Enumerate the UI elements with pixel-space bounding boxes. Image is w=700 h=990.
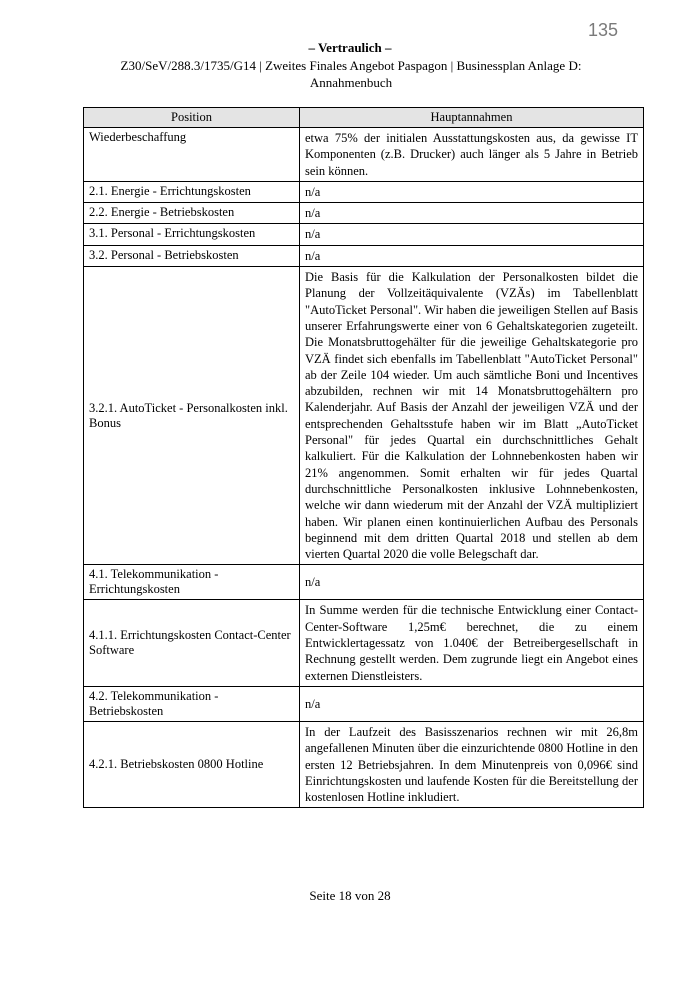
table-row — [84, 245, 644, 266]
column-header-position: Position — [84, 108, 300, 128]
assumption-cell: n/a — [300, 565, 644, 600]
page-number: 135 — [587, 20, 618, 40]
table-row — [84, 267, 644, 565]
table-row — [84, 721, 644, 807]
column-header-assumptions: Hauptannahmen — [300, 108, 644, 128]
document-reference: Z30/SeV/288.3/1735/G14 | Zweites Finales Angebot Paspagon | Businessplan Anlage D: Annahmenbuch — [120, 58, 582, 90]
table-row — [84, 686, 644, 721]
position-cell: Wiederbeschaffung — [84, 128, 300, 182]
assumption-cell: n/a — [300, 224, 644, 245]
table-row — [84, 565, 644, 600]
assumption-cell: In der Laufzeit des Basisszenarios rechnen wir mit 26,8m angefallenen Minuten über die einzurichtende 0800 Hotline in den ersten 12 Betriebsjahren. In dem Minutenpreis von 0,096€ sind Einrichtungskosten und laufende Kosten für die Bereitstellung der kostenlosen Hotline inkludiert. — [300, 721, 644, 807]
assumption-cell: n/a — [300, 686, 644, 721]
position-cell: 2.2. Energie - Betriebskosten — [84, 203, 300, 224]
position-cell: 3.2.1. AutoTicket - Personalkosten inkl. Bonus — [84, 267, 300, 565]
assumption-cell: etwa 75% der initialen Ausstattungskosten aus, da gewisse IT Komponenten (z.B. Drucker) auch länger als 5 Jahre in Betrieb sein können. — [300, 128, 644, 182]
table-row — [84, 203, 644, 224]
table-row — [84, 128, 644, 182]
table-row — [84, 224, 644, 245]
table-header-row — [84, 108, 644, 128]
assumption-cell: In Summe werden für die technische Entwicklung einer Contact-Center-Software 1,25m€ berechnet, die zu einem Entwicklertagessatz von 1.040€ der Betreibergesellschaft in Rechnung gestellt werden. Dem zugrunde liegt ein Angebot eines externen Dienstleisters. — [300, 600, 644, 686]
confidentiality-label: – Vertraulich – — [308, 40, 392, 55]
position-cell: 4.2.1. Betriebskosten 0800 Hotline — [84, 721, 300, 807]
assumption-cell: n/a — [300, 245, 644, 266]
table-row — [84, 181, 644, 202]
table-row — [84, 600, 644, 686]
assumption-cell: Die Basis für die Kalkulation der Personalkosten bildet die Planung der Vollzeitäquivalente (VZÄs) im Tabellenblatt "AutoTicket Personal". Wir haben die jeweiligen Stellen auf Basis unserer Erfahrungswerte einer von 6 Gehaltskategorien zugeteilt. Die Monatsbruttogehälter für die jeweilige Gehaltskategorie pro VZÄ findet sich ebenfalls im Tabellenblatt "AutoTicket Personal" ab der Zeile 104 wieder. Um auch sämtliche Boni und Incentives abzubilden, rechnen wir mit 14 Monatsbruttogehältern pro Kalenderjahr. Auf Basis der Anzahl der jeweiligen VZÄ und der entsprechenden Gehaltsstufe haben wir im Blatt „AutoTicket Personal" für jedes Quartal ein durchschnittliches Gehalt kalkuliert. Für die Kalkulation der Lohnnebenkosten haben wir 21% angenommen. Somit erhalten wir für jedes Quartal durchschnittliche Personalkosten inklusive Lohnnebenkosten, welche wir dann wiederum mit der Anzahl der VZÄ multipliziert haben. Wir planen einen kontinuierlichen Aufbau des Personals beginnend mit dem dritten Quartal 2018 und stellen ab dem vierten Quartal 2020 die volle Belegschaft dar. — [300, 267, 644, 565]
assumption-cell: n/a — [300, 203, 644, 224]
page-footer: Seite 18 von 28 — [309, 888, 391, 903]
assumptions-table — [83, 107, 644, 808]
assumption-cell: n/a — [300, 181, 644, 202]
position-cell: 4.2. Telekommunikation - Betriebskosten — [84, 686, 300, 721]
position-cell: 3.1. Personal - Errichtungskosten — [84, 224, 300, 245]
position-cell: 3.2. Personal - Betriebskosten — [84, 245, 300, 266]
position-cell: 4.1. Telekommunikation - Errichtungskosten — [84, 565, 300, 600]
position-cell: 2.1. Energie - Errichtungskosten — [84, 181, 300, 202]
position-cell: 4.1.1. Errichtungskosten Contact-Center Software — [84, 600, 300, 686]
